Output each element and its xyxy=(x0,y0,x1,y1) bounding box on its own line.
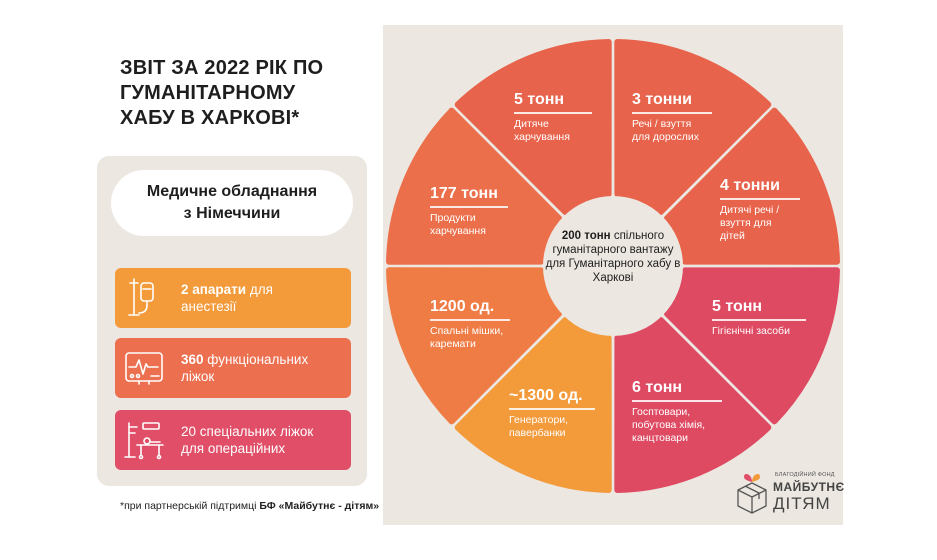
segment-label: Продукти xyxy=(430,211,476,224)
center-summary xyxy=(543,229,683,285)
segment-value: 5 тонн xyxy=(514,91,565,108)
segment-kids-clothes xyxy=(720,176,800,243)
center-description: спільного гуманітарного вантажу для Гуманітарного хабу в Харкові xyxy=(545,230,681,284)
functional-beds-label-2: ліжок xyxy=(181,369,215,384)
title-line-1: ЗВІТ ЗА 2022 РІК ПО xyxy=(120,57,324,79)
segment-label: дітей xyxy=(720,229,745,242)
segment-food xyxy=(430,184,508,238)
logo-line-1: МАЙБУТНЄ xyxy=(773,480,845,494)
title-line-3: ХАБУ В ХАРКОВІ* xyxy=(120,107,300,129)
segment-value: 4 тонни xyxy=(720,177,780,194)
anesthesia-label-1: для xyxy=(246,282,273,297)
segment-generators xyxy=(509,386,595,440)
segment-hygiene xyxy=(712,297,806,338)
footnote-partner: БФ «Майбутнє - дітям» xyxy=(259,500,380,512)
footnote-text: *при партнерській підтримці xyxy=(120,500,260,512)
segment-value: 6 тонн xyxy=(632,379,683,396)
segment-label: Дитяче xyxy=(514,117,549,130)
anesthesia-count: 2 апарати xyxy=(181,282,247,297)
segment-label: Дитячі речі / xyxy=(720,203,780,216)
segment-household xyxy=(632,378,722,445)
segment-value: 1200 од. xyxy=(430,298,495,315)
center-total: 200 тонн xyxy=(561,230,611,242)
gift-box-icon xyxy=(735,472,769,516)
segment-label: харчування xyxy=(430,224,486,237)
segment-baby-food xyxy=(514,90,592,144)
segment-label: взуття для xyxy=(720,216,772,229)
logo-line-2: ДІТЯМ xyxy=(773,494,831,513)
segment-adult-clothes xyxy=(632,90,712,144)
segment-label: побутова хімія, xyxy=(632,418,706,431)
segment-label: Генератори, xyxy=(509,413,569,426)
segment-label: Госптовари, xyxy=(632,405,691,418)
segment-label: каремати xyxy=(430,337,476,350)
segment-value: 177 тонн xyxy=(430,185,498,202)
medical-header-line-1: Медичне обладнання xyxy=(146,183,318,200)
functional-beds-label-1: функціональних xyxy=(203,352,309,367)
segment-label: Речі / взуття xyxy=(632,117,692,130)
segment-label: Спальні мішки, xyxy=(430,324,504,337)
segment-value: ~1300 од. xyxy=(509,387,583,404)
logo-caption: БЛАГОДІЙНИЙ ФОНД xyxy=(775,472,835,478)
segment-label: Гігієнічні засоби xyxy=(712,324,790,337)
segment-label: для дорослих xyxy=(632,130,699,143)
medical-header-line-2: з Німеччини xyxy=(183,205,281,222)
anesthesia-label-2: анестезії xyxy=(181,299,237,314)
segment-value: 3 тонни xyxy=(632,91,692,108)
segment-value: 5 тонн xyxy=(712,298,763,315)
functional-beds-count: 360 xyxy=(181,352,204,367)
surgery-beds-label-2: для операційних xyxy=(181,441,286,456)
title-line-2: ГУМАНІТАРНОМУ xyxy=(120,82,296,104)
segment-label: канцтовари xyxy=(632,431,689,444)
segment-label: павербанки xyxy=(509,426,566,439)
surgery-beds-label-1: 20 спеціальних ліжок xyxy=(181,424,314,439)
segment-sleeping-bags xyxy=(430,297,510,351)
segment-label: харчування xyxy=(514,130,570,143)
foundation-logo xyxy=(735,470,845,520)
